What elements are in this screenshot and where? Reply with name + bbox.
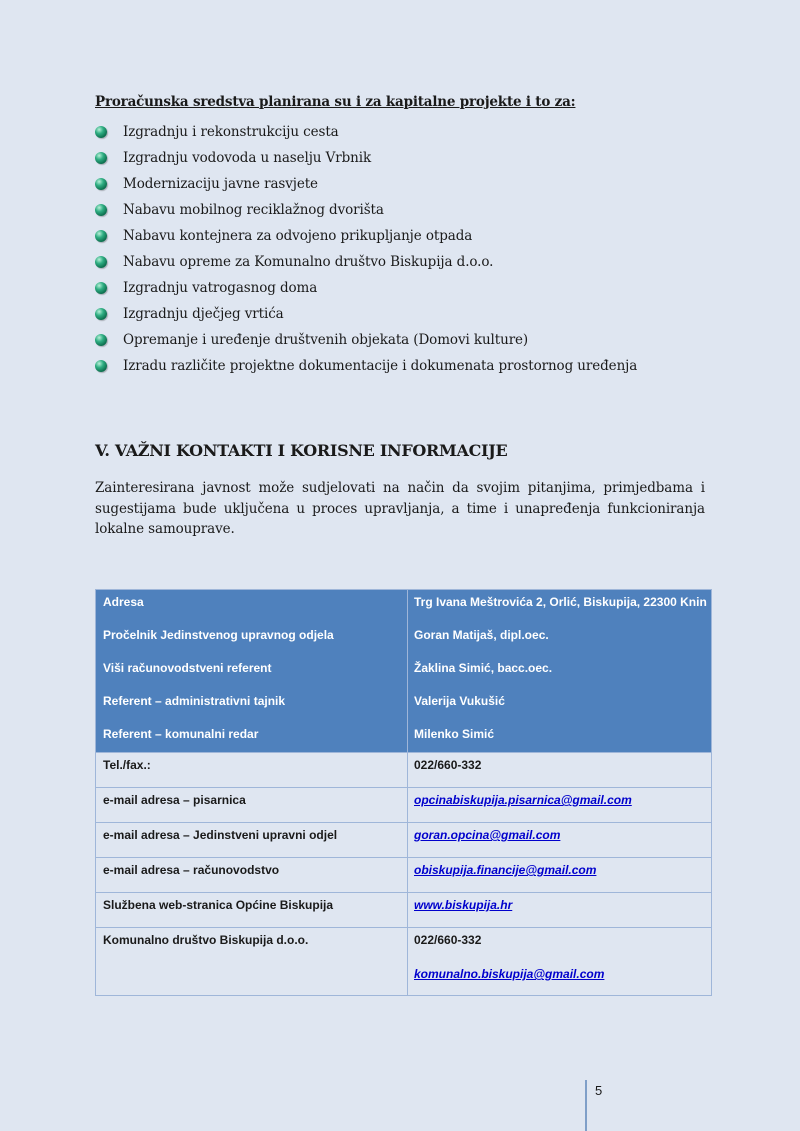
bullet-icon bbox=[95, 126, 107, 138]
email-link-racunovodstvo[interactable]: obiskupija.financije@gmail.com bbox=[414, 863, 597, 877]
capital-projects-heading: Proračunska sredstva planirana su i za kapitalne projekte i to za: bbox=[95, 94, 576, 110]
row-value: 022/660-332 bbox=[408, 753, 712, 788]
header-value: Trg Ivana Meštrovića 2, Orlić, Biskupija, 22300 Knin bbox=[414, 595, 707, 609]
list-item bbox=[95, 119, 637, 145]
header-label: Viši računovodstveni referent bbox=[103, 661, 272, 675]
table-row bbox=[96, 928, 712, 996]
bullet-icon bbox=[95, 204, 107, 216]
row-label: Tel./fax.: bbox=[96, 753, 408, 788]
list-item bbox=[95, 197, 637, 223]
header-values-cell bbox=[408, 590, 712, 753]
website-link[interactable]: www.biskupija.hr bbox=[414, 898, 513, 912]
bullet-icon bbox=[95, 282, 107, 294]
header-label: Referent – administrativni tajnik bbox=[103, 694, 286, 708]
email-link-komunalno[interactable]: komunalno.biskupija@gmail.com bbox=[414, 967, 605, 981]
list-item bbox=[95, 223, 637, 249]
row-value: 022/660-332 bbox=[414, 933, 482, 947]
list-item-text: Izgradnju vodovoda u naselju Vrbnik bbox=[123, 150, 372, 166]
bullet-icon bbox=[95, 334, 107, 346]
row-value-cell bbox=[408, 823, 712, 858]
list-item bbox=[95, 275, 637, 301]
header-value: Milenko Simić bbox=[414, 727, 495, 741]
row-label: e-mail adresa – Jedinstveni upravni odjel bbox=[96, 823, 408, 858]
list-item-text: Izradu različite projektne dokumentacije i dokumenata prostornog uređenja bbox=[123, 358, 638, 374]
table-row bbox=[96, 893, 712, 928]
bullet-icon bbox=[95, 360, 107, 372]
row-value-cell bbox=[408, 893, 712, 928]
header-value: Goran Matijaš, dipl.oec. bbox=[414, 628, 549, 642]
bullet-icon bbox=[95, 308, 107, 320]
list-item-text: Izgradnju dječjeg vrtića bbox=[123, 306, 284, 322]
header-label: Referent – komunalni redar bbox=[103, 727, 259, 741]
header-value: Žaklina Simić, bacc.oec. bbox=[414, 661, 553, 675]
bullet-icon bbox=[95, 178, 107, 190]
row-label: e-mail adresa – pisarnica bbox=[96, 788, 408, 823]
list-item bbox=[95, 301, 637, 327]
section-title: V. VAŽNI KONTAKTI I KORISNE INFORMACIJE bbox=[95, 441, 508, 460]
header-labels-cell bbox=[96, 590, 408, 753]
list-item-text: Izgradnju i rekonstrukciju cesta bbox=[123, 124, 339, 140]
header-label: Adresa bbox=[103, 595, 144, 609]
row-label: Službena web-stranica Općine Biskupija bbox=[96, 893, 408, 928]
list-item-text: Nabavu opreme za Komunalno društvo Biskupija d.o.o. bbox=[123, 254, 494, 270]
table-row bbox=[96, 753, 712, 788]
email-link-pisarnica[interactable]: opcinabiskupija.pisarnica@gmail.com bbox=[414, 793, 632, 807]
bullet-icon bbox=[95, 230, 107, 242]
email-link-upravni-odjel[interactable]: goran.opcina@gmail.com bbox=[414, 828, 561, 842]
header-label: Pročelnik Jedinstvenog upravnog odjela bbox=[103, 628, 334, 642]
list-item-text: Izgradnju vatrogasnog doma bbox=[123, 280, 318, 296]
row-label: Komunalno društvo Biskupija d.o.o. bbox=[96, 928, 408, 996]
list-item bbox=[95, 249, 637, 275]
list-item bbox=[95, 353, 637, 379]
contacts-header-row bbox=[96, 590, 712, 753]
list-item bbox=[95, 171, 637, 197]
page-number: 5 bbox=[585, 1080, 602, 1131]
contacts-table bbox=[95, 589, 712, 996]
section-intro: Zainteresirana javnost može sudjelovati na način da svojim pitanjima, primjedbama i sugestijama bude uključena u proces upravljanja, a time i unapređenja funkcioniranja lokalne samouprave. bbox=[95, 480, 705, 537]
row-value-cell bbox=[408, 928, 712, 996]
list-item-text: Nabavu kontejnera za odvojeno prikupljanje otpada bbox=[123, 228, 473, 244]
header-value: Valerija Vukušić bbox=[414, 694, 505, 708]
bullet-icon bbox=[95, 152, 107, 164]
list-item bbox=[95, 145, 637, 171]
table-row bbox=[96, 823, 712, 858]
table-row bbox=[96, 858, 712, 893]
row-value-cell bbox=[408, 858, 712, 893]
list-item-text: Modernizaciju javne rasvjete bbox=[123, 176, 318, 192]
capital-projects-list bbox=[95, 119, 637, 379]
list-item-text: Opremanje i uređenje društvenih objekata (Domovi kulture) bbox=[123, 332, 529, 348]
list-item bbox=[95, 327, 637, 353]
table-row bbox=[96, 788, 712, 823]
row-value-cell bbox=[408, 788, 712, 823]
row-label: e-mail adresa – računovodstvo bbox=[96, 858, 408, 893]
list-item-text: Nabavu mobilnog reciklažnog dvorišta bbox=[123, 202, 384, 218]
bullet-icon bbox=[95, 256, 107, 268]
